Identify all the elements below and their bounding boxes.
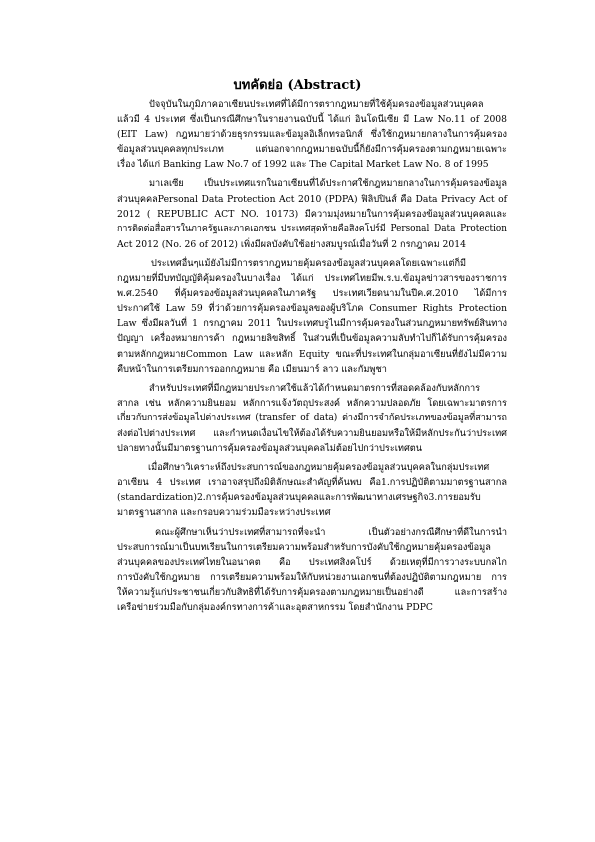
paragraph-line: มาตรฐานสากล และกรอบความร่วมมือระหว่างประเทศ <box>117 507 331 519</box>
abstract-paragraph <box>117 525 507 616</box>
paragraph-line: ให้ความรู้แก่ประชาชนเกี่ยวกับสิทธิที่ได้รับการคุ้มครองตามกฎหมายเป็นอย่างดี และการสร้าง <box>117 586 507 598</box>
paragraph-line: คณะผู้ศึกษาเห็นว่าประเทศที่สามารถที่จะนำ เป็นตัวอย่างกรณีศึกษาที่ดีในการนำ <box>155 526 507 538</box>
abstract-body <box>117 97 507 615</box>
paragraph-line: ประสบการณ์มาเป็นบทเรียนในการเตรียมความพร้อมสำหรับการบังคับใช้กฎหมายคุ้มครองข้อมูล <box>117 541 491 553</box>
paragraph-line: อาเซียน 4 ประเทศ เราอาจสรุปถึงมิติลักษณะสำคัญที่ค้นพบ คือ1.การปฏิบัติตามมาตรฐานสากล <box>117 477 507 489</box>
paragraph-line: ปลายทางนั้นมีมาตรฐานการคุ้มครองข้อมูลส่วนบุคคลไม่ต้อยไปกว่าประเทศตน <box>117 443 423 455</box>
paragraph-line: 2012 ( REPUBLIC ACT NO. 10173) มีความมุ่งหมายในการคุ้มครองข้อมูลส่วนบุคคลและ <box>117 208 507 220</box>
abstract-paragraph <box>117 460 507 520</box>
paragraph-line: เรื่อง ได้แก่ Banking Law No.7 of 1992 และ The Capital Market Law No. 8 of 1995 <box>117 159 489 171</box>
paragraph-line: (EIT Law) กฎหมายว่าด้วยธุรกรรมและข้อมูลอิเล็กทรอนิกส์ ซึ่งใช้กฎหมายกลางในการคุ้มครอง <box>117 129 507 141</box>
paragraph-line: การบังคับใช้กฎหมาย การเตรียมความพร้อมให้กับหน่วยงานเอกชนที่ต้องปฏิบัติตามกฎหมาย การ <box>117 571 507 583</box>
paragraph-line: กฎหมายที่มีบทบัญญัติคุ้มครองในบางเรื่อง ได้แก่ ประเทศไทยมีพ.ร.บ.ข้อมูลข่าวสารของราชการ <box>117 273 507 285</box>
abstract-paragraph <box>117 256 507 377</box>
paragraph-line: สำหรับประเทศที่มีกฎหมายประกาศใช้แล้วได้กำหนดมาตรการที่สอดคล้องกับหลักการ <box>149 382 481 394</box>
paragraph-line: ข้อมูลส่วนบุคคลทุกประเภท แต่นอกจากกฎหมายฉบับนี้ก็ยังมีการคุ้มครองตามกฎหมายเฉพาะ <box>117 144 507 156</box>
abstract-paragraph <box>117 381 507 456</box>
paragraph-line: ส่วนบุคคลPersonal Data Protection Act 2010 (PDPA) ฟิลิปปินส์ คือ Data Privacy Act of <box>117 193 507 205</box>
abstract-title: บทคัดย่อ (Abstract) <box>233 78 362 93</box>
paragraph-line: ปัญญา เครื่องหมายการค้า กฎหมายลิขสิทธิ์ ในส่วนที่เป็นข้อมูลความลับทำไปก็ได้รับการคุ้มครอง <box>117 333 507 345</box>
paragraph-line: ตามหลักกฎหมายCommon Law และหลัก Equity ขณะที่ประเทศในกลุ่มอาเซียนที่ยังไม่มีความ <box>117 348 507 360</box>
paragraph-line: การติดต่อสื่อสารในภาครัฐและภาคเอกชน ประเทศสุดท้ายคือสิงคโปร์มี Personal Data Protection <box>117 223 507 234</box>
paragraph-line: เครือข่ายร่วมมือกับกลุ่มองค์กรทางการค้าและอุตสาหกรรม โดยสำนักงาน PDPC <box>117 602 433 613</box>
paragraph-line: เกี่ยวกับการส่งข้อมูลไปต่างประเทศ (transfer of data) ต่างมีการจำกัดประเภทของข้อมูลที่สามารถ <box>117 412 507 423</box>
paragraph-line: เมื่อศึกษาวิเคราะห์ถึงประสบการณ์ของกฎหมายคุ้มครองข้อมูลส่วนบุคคลในกลุ่มประเทศ <box>148 462 490 474</box>
paragraph-line: ปัจจุบันในภูมิภาคอาเซียนประเทศที่ได้มีการตรากฎหมายที่ใช้คุ้มครองข้อมูลส่วนบุคคล <box>149 99 484 110</box>
paragraph-line: (standardization)2.การคุ้มครองข้อมูลส่วนบุคคลและการพัฒนาทางเศรษฐกิจ3.การยอมรับ <box>117 492 481 504</box>
paragraph-line: ประกาศใช้ Law 59 ที่ว่าด้วยการคุ้มครองข้อมูลของผู้บริโภค Consumer Rights Protection <box>117 303 507 315</box>
paragraph-line: ประเทศอื่นๆแม้ยังไม่มีการตรากฎหมายคุ้มครองข้อมูลส่วนบุคคลโดยเฉพาะแต่ก็มี <box>151 257 467 269</box>
paragraph-line: พ.ศ.2540 ที่คุ้มครองข้อมูลส่วนบุคคลในภาครัฐ ประเทศเวียดนามในปีค.ศ.2010 ได้มีการ <box>117 288 507 300</box>
paragraph-line: Act 2012 (No. 26 of 2012) เพิ่งมีผลบังคับใช้อย่างสมบูรณ์เมื่อวันที่ 2 กรกฎาคม 2014 <box>117 238 466 250</box>
paragraph-line: ส่วนบุคคลของประเทศไทยในอนาคต คือ ประเทศสิงคโปร์ ด้วยเหตุที่มีการวางระบบกลไก <box>117 556 507 568</box>
abstract-paragraph <box>117 176 507 251</box>
paragraph-line: สากล เช่น หลักความยินยอม หลักการแจ้งวัตถุประสงค์ หลักความปลอดภัย โดยเฉพาะมาตรการ <box>117 397 507 409</box>
paragraph-line: ส่งต่อไปต่างประเทศ และกำหนดเงื่อนไขให้ต้องได้รับความยินยอมหรือให้มีหลักประกันว่าประเทศ <box>117 427 507 439</box>
paragraph-line: มาเลเซีย เป็นประเทศแรกในอาเซียนที่ได้ประกาศใช้กฎหมายกลางในการคุ้มครองข้อมูล <box>149 178 507 190</box>
abstract-paragraph <box>117 97 507 172</box>
paragraph-line: Law ซึ่งมีผลวันที่ 1 กรกฎาคม 2011 ในประเทศบรูไนมีการคุ้มครองในส่วนกฎหมายทรัพย์สินทาง <box>117 318 507 330</box>
paragraph-line: แล้วมี 4 ประเทศ ซึ่งเป็นกรณีศึกษาในรายงานฉบับนี้ ได้แก่ อินโดนีเซีย มี Law No.11 of 2008 <box>117 114 507 126</box>
paragraph-line: คืบหน้าในการเตรียมการออกกฎหมาย คือ เมียนมาร์ ลาว และกัมพูชา <box>117 363 387 375</box>
